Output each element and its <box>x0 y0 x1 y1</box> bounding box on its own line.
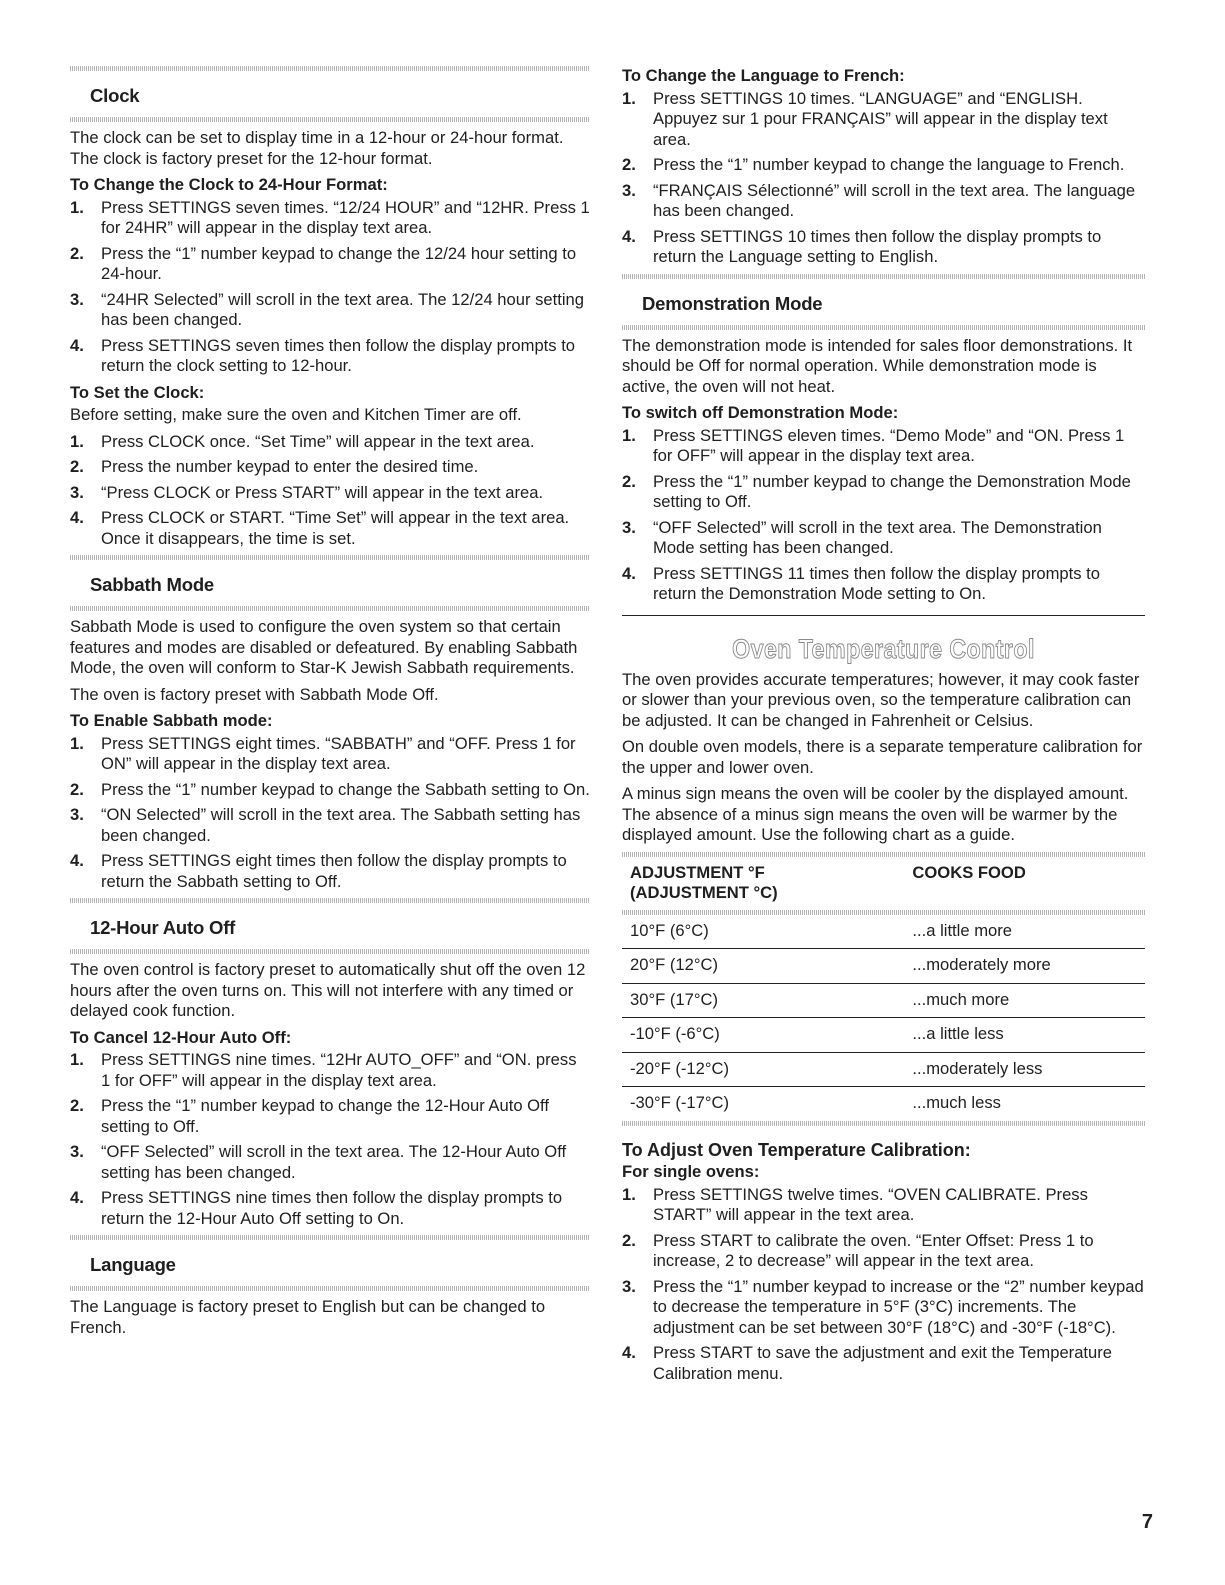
step-text: Press the “1” number keypad to change the 12-Hour Auto Off setting to Off. <box>101 1096 549 1136</box>
step-text: Press SETTINGS twelve times. “OVEN CALIBRATE. Press START” will appear in the text area. <box>653 1184 1088 1224</box>
table-cell-cooks: ...moderately less <box>904 1052 1145 1087</box>
table-row <box>622 949 1145 984</box>
step-number: 1. <box>622 425 636 445</box>
step-text: Press SETTINGS nine times then follow the display prompts to return the 12-Hour Auto Off setting to On. <box>101 1188 563 1228</box>
list-item <box>622 1185 1145 1226</box>
step-number: 1. <box>70 1050 84 1069</box>
step-text: “ON Selected” will scroll in the text area. The Sabbath setting has been changed. <box>101 805 581 845</box>
sabbath-section-header <box>70 555 590 611</box>
list-item <box>622 89 1145 151</box>
column-header-adjustment-c: (ADJUSTMENT °C) <box>630 883 778 902</box>
clock-intro: The clock can be set to display time in a 12-hour or 24-hour format. The clock is factory preset for the 12-hour format. <box>70 128 564 168</box>
step-text: Press SETTINGS eight times then follow the display prompts to return the Sabbath setting to Off. <box>101 851 567 891</box>
column-header-cooks-food: COOKS FOOD <box>912 862 1026 882</box>
list-item <box>622 227 1145 268</box>
autooff-steps <box>70 1050 590 1229</box>
demo-steps <box>622 426 1145 605</box>
step-text: Press the “1” number keypad to increase or the “2” number keypad to decrease the temperature in 5°F (3°C) increments. The adjustment can be set between 30°F (18°C) and -30°F (-18°C). <box>653 1276 1144 1337</box>
step-text: Press START to save the adjustment and exit the Temperature Calibration menu. <box>653 1343 1113 1383</box>
autooff-intro: The oven control is factory preset to automatically shut off the oven 12 hours after the oven turns on. This will not interfere with any timed or delayed cook function. <box>70 960 586 1020</box>
step-number: 4. <box>70 1188 84 1207</box>
section-divider <box>70 117 590 122</box>
clock-section-title: Clock <box>90 85 140 106</box>
step-text: “24HR Selected” will scroll in the text area. The 12/24 hour setting has been changed. <box>101 289 585 329</box>
left-column <box>70 66 590 1344</box>
list-item <box>70 290 590 331</box>
table-row <box>622 1018 1145 1053</box>
table-cell-adjustment: 10°F (6°C) <box>622 915 904 949</box>
list-item <box>70 483 590 504</box>
table-cell-adjustment: -30°F (-17°C) <box>630 1093 730 1112</box>
section-divider <box>622 1121 1145 1126</box>
list-item <box>622 1343 1145 1384</box>
list-item <box>622 1231 1145 1272</box>
step-number: 2. <box>70 1096 84 1115</box>
list-item <box>70 508 590 549</box>
table-cell-adjustment: -10°F (-6°C) <box>622 1018 904 1053</box>
section-divider <box>70 949 590 954</box>
right-column <box>622 66 1145 1390</box>
language-steps <box>622 89 1145 268</box>
step-number: 1. <box>70 733 84 753</box>
step-number: 2. <box>70 457 84 476</box>
step-text: Press SETTINGS 11 times then follow the display prompts to return the Demonstration Mode setting to On. <box>653 563 1100 603</box>
list-item <box>70 457 590 478</box>
sabbath-section-title: Sabbath Mode <box>90 574 215 595</box>
calibration-heading: To Adjust Oven Temperature Calibration: <box>622 1139 971 1160</box>
step-text: Press the “1” number keypad to change the Demonstration Mode setting to Off. <box>653 471 1131 511</box>
table-row <box>622 983 1145 1018</box>
step-text: Press SETTINGS 10 times. “LANGUAGE” and “ENGLISH. Appuyez sur 1 pour FRANÇAIS” will appear in the display text area. <box>653 88 1108 149</box>
step-number: 2. <box>622 1230 636 1250</box>
table-cell-cooks: ...a little less <box>904 1018 1145 1053</box>
step-number: 3. <box>622 180 636 200</box>
clock-section-header <box>70 66 590 122</box>
sabbath-steps <box>70 734 590 893</box>
list-item <box>622 518 1145 559</box>
section-divider <box>70 1286 590 1291</box>
table-cell-cooks: ...moderately more <box>904 949 1145 984</box>
step-number: 3. <box>70 482 84 502</box>
step-text: Press SETTINGS seven times then follow the display prompts to return the clock setting to 12-hour. <box>101 335 576 375</box>
step-number: 2. <box>70 779 84 799</box>
step-text: Press the “1” number keypad to change the 12/24 hour setting to 24-hour. <box>101 243 577 283</box>
column-header-adjustment <box>622 859 904 910</box>
step-text: Press CLOCK once. “Set Time” will appear in the text area. <box>101 431 535 451</box>
set-clock-intro: Before setting, make sure the oven and Kitchen Timer are off. <box>70 405 522 424</box>
step-text: “OFF Selected” will scroll in the text area. The Demonstration Mode setting has been changed. <box>653 517 1102 557</box>
single-ovens-subheading: For single ovens: <box>622 1162 760 1181</box>
oventemp-para-1: The oven provides accurate temperatures; however, it may cook faster or slower than your previous oven, so the temperature calibration can be adjusted. It can be changed in Fahrenheit or Celsius. <box>622 669 1140 730</box>
clock-24h-subheading: To Change the Clock to 24-Hour Format: <box>70 175 388 194</box>
calibration-table <box>622 859 1145 1121</box>
demo-section-title: Demonstration Mode <box>642 292 823 314</box>
demo-section-header <box>622 274 1145 330</box>
step-number: 2. <box>622 471 636 491</box>
sabbath-intro: Sabbath Mode is used to configure the oven system so that certain features and modes are disabled or defeatured. By enabling Sabbath Mode, the oven will conform to Star-K Jewish Sabbath requirements. <box>70 617 578 677</box>
list-item <box>622 155 1145 176</box>
table-cell-adjustment: 30°F (17°C) <box>622 983 904 1018</box>
step-text: Press SETTINGS seven times. “12/24 HOUR” and “12HR. Press 1 for 24HR” will appear in the display text area. <box>101 197 590 237</box>
oventemp-para-3: A minus sign means the oven will be cooler by the displayed amount. The absence of a minus sign means the oven will be warmer by the displayed amount. Use the following chart as a guide. <box>622 784 1129 844</box>
section-divider <box>70 555 590 560</box>
step-text: Press SETTINGS eight times. “SABBATH” and “OFF. Press 1 for ON” will appear in the display text area. <box>101 733 576 773</box>
list-item <box>70 805 590 846</box>
step-number: 1. <box>70 431 84 451</box>
step-number: 4. <box>70 335 84 355</box>
list-item <box>622 181 1145 222</box>
table-row <box>622 1052 1145 1087</box>
list-item <box>70 1188 590 1229</box>
step-number: 4. <box>622 563 636 583</box>
set-clock-subheading: To Set the Clock: <box>70 382 205 402</box>
list-item <box>70 336 590 377</box>
list-item <box>70 1050 590 1091</box>
sabbath-preset: The oven is factory preset with Sabbath Mode Off. <box>70 684 439 704</box>
calibration-steps <box>622 1185 1145 1385</box>
list-item <box>70 244 590 285</box>
step-number: 1. <box>622 1184 636 1204</box>
demo-intro: The demonstration mode is intended for sales floor demonstrations. It should be Off for normal operation. While demonstration mode is active, the oven will not heat. <box>622 335 1133 396</box>
section-divider <box>622 910 1145 915</box>
page-number: 7 <box>1141 1511 1153 1533</box>
step-number: 1. <box>622 88 636 108</box>
list-item <box>622 426 1145 467</box>
step-number: 3. <box>70 1142 84 1161</box>
sabbath-subheading: To Enable Sabbath mode: <box>70 711 273 730</box>
section-divider <box>70 1235 590 1240</box>
table-row <box>622 1087 1145 1121</box>
clock-24h-steps <box>70 198 590 377</box>
section-divider <box>622 325 1145 330</box>
language-intro: The Language is factory preset to English but can be changed to French. <box>70 1297 546 1337</box>
autooff-section-title: 12-Hour Auto Off <box>90 917 236 938</box>
table-cell-adjustment: 20°F (12°C) <box>622 949 904 984</box>
table-cell-adjustment: -20°F (-12°C) <box>622 1052 904 1087</box>
step-text: Press the “1” number keypad to change the language to French. <box>653 155 1125 174</box>
list-item <box>70 734 590 775</box>
oven-temperature-control-heading: Oven Temperature Control <box>732 633 1035 664</box>
section-divider <box>70 898 590 903</box>
step-number: 4. <box>622 226 636 246</box>
step-text: Press START to calibrate the oven. “Enter Offset: Press 1 to increase, 2 to decrease” will appear in the text area. <box>653 1230 1094 1270</box>
table-cell-cooks: ...much more <box>904 983 1145 1018</box>
demo-subheading: To switch off Demonstration Mode: <box>622 403 899 422</box>
autooff-section-header <box>70 898 590 954</box>
step-text: “FRANÇAIS Sélectionné” will scroll in the text area. The language has been changed. <box>653 180 1136 220</box>
section-divider <box>622 852 1145 857</box>
list-item <box>70 851 590 892</box>
section-divider <box>622 615 1145 616</box>
list-item <box>70 198 590 239</box>
step-text: Press CLOCK or START. “Time Set” will appear in the text area. Once it disappears, the time is set. <box>101 508 570 548</box>
list-item <box>622 472 1145 513</box>
step-number: 3. <box>70 289 84 309</box>
section-divider <box>70 606 590 611</box>
step-number: 1. <box>70 197 84 217</box>
autooff-subheading: To Cancel 12-Hour Auto Off: <box>70 1027 292 1047</box>
step-number: 2. <box>70 243 84 263</box>
list-item <box>70 432 590 453</box>
step-text: “Press CLOCK or Press START” will appear in the text area. <box>101 482 544 502</box>
step-text: Press SETTINGS 10 times then follow the display prompts to return the Language setting to English. <box>653 226 1102 266</box>
list-item <box>622 564 1145 605</box>
list-item <box>622 1277 1145 1339</box>
step-number: 3. <box>70 805 84 824</box>
table-cell-cooks: ...a little more <box>904 915 1145 949</box>
language-section-title: Language <box>90 1254 176 1275</box>
oventemp-para-2: On double oven models, there is a separate temperature calibration for the upper and lower oven. <box>622 737 1143 777</box>
table-row <box>622 915 1145 949</box>
table-header-row <box>622 859 1145 910</box>
list-item <box>70 780 590 801</box>
section-divider <box>70 66 590 71</box>
language-subheading: To Change the Language to French: <box>622 66 905 85</box>
step-number: 3. <box>622 517 636 537</box>
column-header-adjustment-f: ADJUSTMENT °F <box>630 862 765 882</box>
step-number: 2. <box>622 155 636 174</box>
step-text: “OFF Selected” will scroll in the text area. The 12-Hour Auto Off setting has been changed. <box>101 1142 567 1182</box>
step-number: 4. <box>70 508 84 527</box>
step-text: Press SETTINGS eleven times. “Demo Mode” and “ON. Press 1 for OFF” will appear in the display text area. <box>653 425 1125 465</box>
step-number: 3. <box>622 1276 636 1296</box>
set-clock-steps <box>70 432 590 550</box>
table-cell-cooks: ...much less <box>912 1093 1001 1112</box>
step-number: 4. <box>622 1343 636 1362</box>
step-text: Press the “1” number keypad to change the Sabbath setting to On. <box>101 779 590 799</box>
language-section-header <box>70 1235 590 1291</box>
list-item <box>70 1142 590 1183</box>
list-item <box>70 1096 590 1137</box>
step-number: 4. <box>70 851 84 870</box>
step-text: Press the number keypad to enter the desired time. <box>101 457 479 476</box>
section-divider <box>622 274 1145 279</box>
step-text: Press SETTINGS nine times. “12Hr AUTO_OFF” and “ON. press 1 for OFF” will appear in the display text area. <box>101 1050 577 1090</box>
